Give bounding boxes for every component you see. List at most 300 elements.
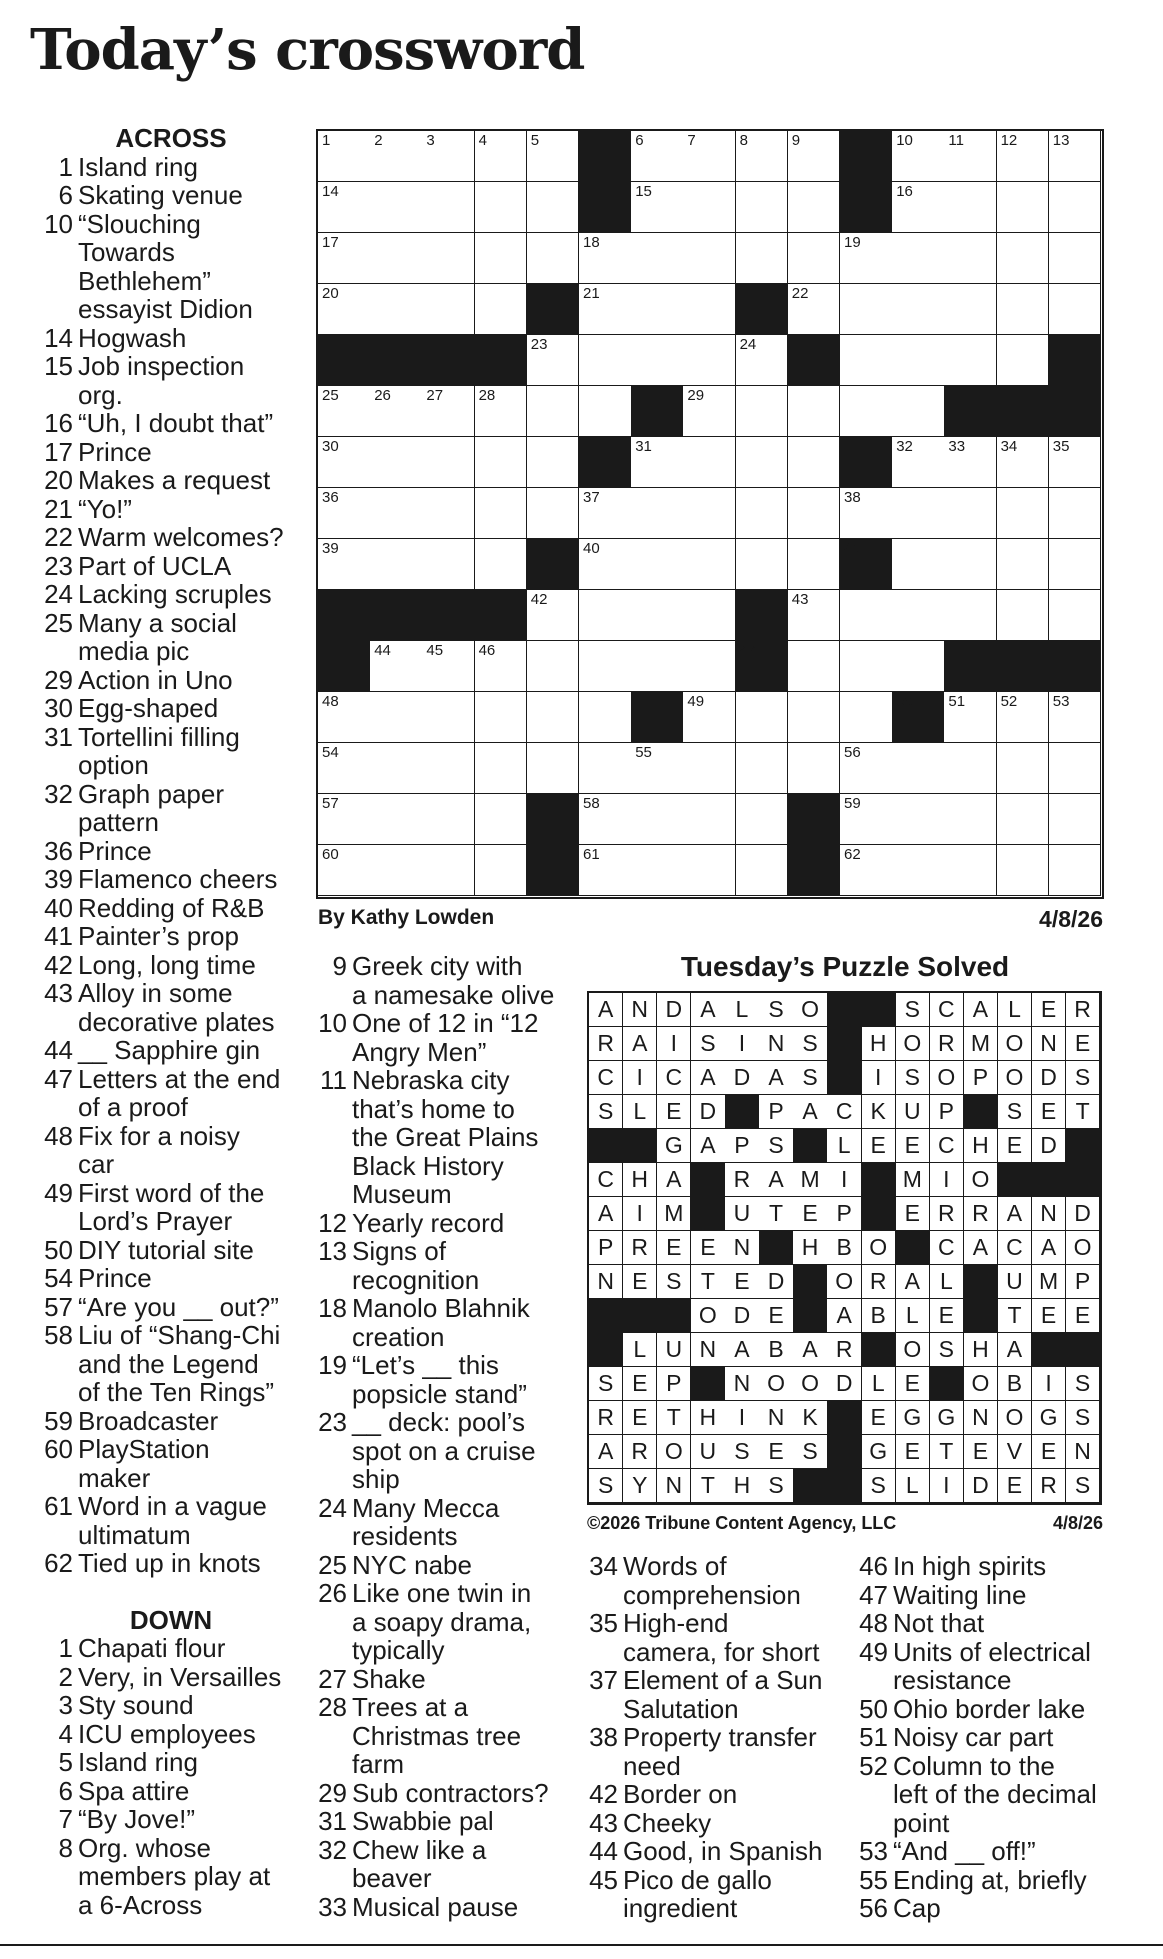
grid-cell[interactable] xyxy=(892,437,945,488)
cell-number: 24 xyxy=(739,336,757,353)
grid-cell[interactable] xyxy=(840,845,893,896)
grid-cell[interactable] xyxy=(788,284,841,335)
grid-cell[interactable] xyxy=(422,743,475,794)
grid-cell[interactable] xyxy=(579,335,632,386)
grid-cell[interactable] xyxy=(475,386,528,437)
grid-cell[interactable] xyxy=(579,284,632,335)
grid-cell[interactable] xyxy=(997,794,1050,845)
clue-number: 41 xyxy=(44,921,73,951)
grid-cell[interactable] xyxy=(318,386,371,437)
grid-cell[interactable] xyxy=(318,437,371,488)
cell-number: 43 xyxy=(791,591,809,608)
cell-number: 6 xyxy=(635,132,644,149)
clue-text: media pic xyxy=(78,636,190,666)
solution-letter: E xyxy=(1032,993,1066,1027)
grid-cell[interactable] xyxy=(736,386,789,437)
grid-cell[interactable] xyxy=(422,692,475,743)
grid-cell[interactable] xyxy=(579,539,632,590)
grid-cell[interactable] xyxy=(683,284,736,335)
solution-letter: R xyxy=(589,1401,623,1435)
grid-cell[interactable] xyxy=(1049,437,1102,488)
grid-cell[interactable] xyxy=(840,284,893,335)
clue-item xyxy=(40,466,302,495)
grid-cell[interactable] xyxy=(683,182,736,233)
grid-cell[interactable] xyxy=(683,590,736,641)
grid-cell[interactable] xyxy=(631,794,684,845)
grid-cell[interactable] xyxy=(944,743,997,794)
solution-letter: A xyxy=(691,1061,725,1095)
solution-letter: O xyxy=(998,1401,1032,1435)
grid-cell[interactable] xyxy=(422,641,475,692)
grid-cell[interactable] xyxy=(683,794,736,845)
grid-cell[interactable] xyxy=(370,284,423,335)
solution-letter: E xyxy=(623,1367,657,1401)
clue-text: residents xyxy=(352,1521,458,1551)
grid-cell[interactable] xyxy=(422,284,475,335)
grid-cell[interactable] xyxy=(631,437,684,488)
cell-number: 41 xyxy=(844,540,861,557)
grid-cell[interactable] xyxy=(527,233,580,284)
clue-text: the Great Plains xyxy=(352,1122,539,1152)
grid-cell[interactable] xyxy=(527,335,580,386)
solution-black-square xyxy=(657,1299,691,1333)
grid-cell[interactable] xyxy=(997,437,1050,488)
grid-cell[interactable] xyxy=(422,845,475,896)
grid-cell[interactable] xyxy=(736,794,789,845)
solution-letter: D xyxy=(759,1265,793,1299)
grid-cell[interactable] xyxy=(631,743,684,794)
grid-cell[interactable] xyxy=(788,641,841,692)
cell-number: 4 xyxy=(478,132,487,149)
solution-letter: L xyxy=(623,1095,657,1129)
clue-number: 37 xyxy=(589,1665,618,1695)
clue-number: 36 xyxy=(44,835,73,866)
grid-cell[interactable] xyxy=(840,692,893,743)
grid-cell[interactable] xyxy=(683,386,736,437)
grid-cell[interactable] xyxy=(579,794,632,845)
crossword-grid xyxy=(316,129,1104,899)
grid-cell[interactable] xyxy=(370,794,423,845)
solution-letter: B xyxy=(759,1333,793,1367)
grid-cell[interactable] xyxy=(527,692,580,743)
grid-cell[interactable] xyxy=(1049,233,1102,284)
solution-letter: L xyxy=(827,1129,861,1163)
clue-text: Long, long time xyxy=(78,949,256,980)
grid-cell[interactable] xyxy=(840,488,893,539)
grid-cell[interactable] xyxy=(997,590,1050,641)
grid-cell[interactable] xyxy=(892,386,945,437)
grid-cell[interactable] xyxy=(736,692,789,743)
grid-cell[interactable] xyxy=(788,386,841,437)
grid-cell[interactable] xyxy=(944,233,997,284)
clue-text: ultimatum xyxy=(78,1519,191,1550)
clue-item xyxy=(40,1748,302,1777)
grid-cell[interactable] xyxy=(475,845,528,896)
cell-number: 49 xyxy=(687,693,705,710)
grid-cell[interactable] xyxy=(1049,131,1102,182)
clue-number: 57 xyxy=(44,1291,73,1322)
solution-letter: E xyxy=(657,1231,691,1265)
clue-text: Prince xyxy=(78,1263,152,1293)
grid-cell[interactable] xyxy=(579,488,632,539)
grid-cell[interactable] xyxy=(475,743,528,794)
grid-cell[interactable] xyxy=(944,131,997,182)
grid-cell[interactable] xyxy=(683,488,736,539)
grid-cell[interactable] xyxy=(422,386,475,437)
grid-cell[interactable] xyxy=(892,539,945,590)
clue-item xyxy=(585,1780,855,1809)
solution-black-square xyxy=(759,1231,793,1265)
grid-cell[interactable] xyxy=(840,743,893,794)
grid-cell[interactable] xyxy=(579,845,632,896)
grid-cell[interactable] xyxy=(527,386,580,437)
grid-cell[interactable] xyxy=(422,437,475,488)
grid-cell[interactable] xyxy=(318,488,371,539)
clue-number: 29 xyxy=(318,1777,347,1808)
grid-cell[interactable] xyxy=(631,641,684,692)
clue-item xyxy=(314,1408,576,1494)
grid-cell[interactable] xyxy=(579,590,632,641)
clue-number: 14 xyxy=(44,322,73,353)
grid-cell[interactable] xyxy=(944,284,997,335)
grid-cell[interactable] xyxy=(1049,743,1102,794)
grid-cell[interactable] xyxy=(997,284,1050,335)
grid-cell[interactable] xyxy=(1049,539,1102,590)
grid-cell[interactable] xyxy=(944,335,997,386)
grid-cell[interactable] xyxy=(370,641,423,692)
grid-cell[interactable] xyxy=(788,233,841,284)
black-square xyxy=(631,692,684,743)
solution-letter: O xyxy=(793,1367,827,1401)
grid-cell[interactable] xyxy=(892,284,945,335)
grid-cell[interactable] xyxy=(579,743,632,794)
clue-text: Christmas tree xyxy=(352,1720,522,1751)
grid-cell[interactable] xyxy=(788,488,841,539)
solution-black-square xyxy=(998,1163,1032,1197)
clue-item xyxy=(40,1834,302,1920)
grid-cell[interactable] xyxy=(527,437,580,488)
clue-item xyxy=(40,1236,302,1265)
clue-number: 49 xyxy=(44,1177,73,1208)
grid-cell[interactable] xyxy=(997,845,1050,896)
grid-cell[interactable] xyxy=(997,233,1050,284)
grid-cell[interactable] xyxy=(579,386,632,437)
solution-letter: R xyxy=(930,1197,964,1231)
cell-number: 5 xyxy=(530,132,540,149)
solution-letter: H xyxy=(691,1401,725,1435)
grid-cell[interactable] xyxy=(527,131,580,182)
grid-cell[interactable] xyxy=(318,845,371,896)
grid-cell[interactable] xyxy=(944,488,997,539)
grid-cell[interactable] xyxy=(631,845,684,896)
grid-cell[interactable] xyxy=(475,284,528,335)
grid-cell[interactable] xyxy=(579,641,632,692)
grid-cell[interactable] xyxy=(788,131,841,182)
clue-number: 19 xyxy=(318,1350,347,1380)
clue-number: 55 xyxy=(859,1864,888,1895)
solution-letter: P xyxy=(827,1197,861,1231)
solution-letter: R xyxy=(623,1435,657,1469)
grid-cell[interactable] xyxy=(318,692,371,743)
cell-number: 56 xyxy=(844,744,861,761)
grid-cell[interactable] xyxy=(892,590,945,641)
grid-cell[interactable] xyxy=(736,437,789,488)
grid-cell[interactable] xyxy=(736,182,789,233)
grid-cell[interactable] xyxy=(683,743,736,794)
grid-cell[interactable] xyxy=(318,233,371,284)
grid-cell[interactable] xyxy=(370,488,423,539)
solution-black-square xyxy=(862,1333,896,1367)
grid-cell[interactable] xyxy=(892,233,945,284)
grid-cell[interactable] xyxy=(997,335,1050,386)
grid-cell[interactable] xyxy=(736,233,789,284)
grid-cell[interactable] xyxy=(736,488,789,539)
grid-cell[interactable] xyxy=(370,845,423,896)
grid-cell[interactable] xyxy=(631,335,684,386)
solution-letter: D xyxy=(725,1061,759,1095)
grid-cell[interactable] xyxy=(788,182,841,233)
clue-number: 29 xyxy=(44,664,73,695)
grid-cell[interactable] xyxy=(370,131,423,182)
grid-cell[interactable] xyxy=(840,233,893,284)
black-square xyxy=(892,692,945,743)
grid-cell[interactable] xyxy=(840,794,893,845)
grid-cell[interactable] xyxy=(475,131,528,182)
clue-text: Greek city with xyxy=(352,951,523,981)
grid-cell[interactable] xyxy=(683,335,736,386)
grid-cell[interactable] xyxy=(579,692,632,743)
clue-item xyxy=(40,666,302,695)
grid-cell[interactable] xyxy=(475,794,528,845)
black-square xyxy=(527,539,580,590)
clue-item xyxy=(40,1663,302,1692)
grid-cell[interactable] xyxy=(475,437,528,488)
grid-cell[interactable] xyxy=(318,743,371,794)
grid-cell[interactable] xyxy=(579,233,632,284)
grid-cell[interactable] xyxy=(631,488,684,539)
clue-item xyxy=(40,153,302,182)
grid-cell[interactable] xyxy=(422,182,475,233)
solution-black-square xyxy=(827,1061,861,1095)
grid-cell[interactable] xyxy=(318,284,371,335)
grid-cell[interactable] xyxy=(944,590,997,641)
grid-cell[interactable] xyxy=(788,437,841,488)
clue-text: “Let’s __ this xyxy=(352,1350,499,1380)
grid-cell[interactable] xyxy=(475,539,528,590)
black-square xyxy=(736,641,789,692)
clue-item xyxy=(314,1665,576,1694)
grid-cell[interactable] xyxy=(997,743,1050,794)
grid-cell[interactable] xyxy=(422,539,475,590)
grid-cell[interactable] xyxy=(736,539,789,590)
grid-cell[interactable] xyxy=(944,182,997,233)
grid-cell[interactable] xyxy=(370,539,423,590)
grid-cell[interactable] xyxy=(944,692,997,743)
grid-cell[interactable] xyxy=(1049,488,1102,539)
grid-cell[interactable] xyxy=(631,539,684,590)
grid-cell[interactable] xyxy=(892,335,945,386)
grid-cell[interactable] xyxy=(683,131,736,182)
clue-item xyxy=(314,952,576,1009)
grid-cell[interactable] xyxy=(997,692,1050,743)
grid-cell[interactable] xyxy=(788,692,841,743)
solution-letter: R xyxy=(827,1333,861,1367)
solution-black-square xyxy=(793,1469,827,1503)
grid-cell[interactable] xyxy=(422,794,475,845)
grid-cell[interactable] xyxy=(370,233,423,284)
grid-cell[interactable] xyxy=(892,131,945,182)
solution-black-square xyxy=(964,1299,998,1333)
grid-cell[interactable] xyxy=(527,488,580,539)
grid-cell[interactable] xyxy=(370,743,423,794)
grid-cell[interactable] xyxy=(997,182,1050,233)
grid-cell[interactable] xyxy=(1049,692,1102,743)
solution-letter: S xyxy=(691,1027,725,1061)
solution-letter: E xyxy=(759,1299,793,1333)
grid-cell[interactable] xyxy=(840,386,893,437)
clue-number: 4 xyxy=(58,1718,73,1749)
grid-cell[interactable] xyxy=(944,539,997,590)
grid-cell[interactable] xyxy=(370,386,423,437)
clue-text: Liu of “Shang-Chi xyxy=(78,1320,281,1350)
grid-cell[interactable] xyxy=(318,182,371,233)
solution-letter: S xyxy=(759,993,793,1027)
grid-cell[interactable] xyxy=(318,539,371,590)
grid-cell[interactable] xyxy=(997,539,1050,590)
grid-cell[interactable] xyxy=(683,539,736,590)
grid-cell[interactable] xyxy=(631,284,684,335)
grid-cell[interactable] xyxy=(840,641,893,692)
grid-cell[interactable] xyxy=(1049,794,1102,845)
grid-cell[interactable] xyxy=(318,794,371,845)
black-square xyxy=(1049,641,1102,692)
clue-item xyxy=(40,1435,302,1492)
clue-number: 58 xyxy=(44,1320,73,1350)
clue-text: ship xyxy=(352,1464,400,1494)
solution-letter: S xyxy=(793,1027,827,1061)
clue-item xyxy=(40,1634,302,1663)
grid-cell[interactable] xyxy=(840,335,893,386)
grid-cell[interactable] xyxy=(892,845,945,896)
grid-cell[interactable] xyxy=(475,488,528,539)
clue-text: pattern xyxy=(78,807,159,837)
grid-cell[interactable] xyxy=(475,692,528,743)
grid-cell[interactable] xyxy=(527,182,580,233)
grid-cell[interactable] xyxy=(370,437,423,488)
grid-cell[interactable] xyxy=(892,641,945,692)
grid-cell[interactable] xyxy=(422,488,475,539)
grid-cell[interactable] xyxy=(736,743,789,794)
grid-cell[interactable] xyxy=(944,845,997,896)
grid-cell[interactable] xyxy=(1049,590,1102,641)
grid-cell[interactable] xyxy=(788,539,841,590)
grid-cell[interactable] xyxy=(370,182,423,233)
grid-cell[interactable] xyxy=(683,437,736,488)
solution-letter: O xyxy=(896,1333,930,1367)
solution-letter: G xyxy=(657,1129,691,1163)
grid-cell[interactable] xyxy=(683,641,736,692)
grid-cell[interactable] xyxy=(997,488,1050,539)
grid-cell[interactable] xyxy=(422,233,475,284)
solution-letter: E xyxy=(691,1231,725,1265)
clue-item xyxy=(40,1321,302,1407)
cell-number: 29 xyxy=(687,387,705,404)
clue-item xyxy=(40,894,302,923)
cell-number: 2 xyxy=(374,132,383,149)
solution-letter: E xyxy=(1066,1299,1100,1333)
grid-cell[interactable] xyxy=(892,488,945,539)
grid-cell[interactable] xyxy=(422,131,475,182)
grid-cell[interactable] xyxy=(736,845,789,896)
grid-cell[interactable] xyxy=(527,743,580,794)
grid-cell[interactable] xyxy=(631,131,684,182)
grid-cell[interactable] xyxy=(840,590,893,641)
solution-letter: E xyxy=(623,1401,657,1435)
black-square xyxy=(527,794,580,845)
black-square xyxy=(788,794,841,845)
solution-letter: S xyxy=(759,1129,793,1163)
clue-text: Org. whose xyxy=(78,1832,211,1863)
grid-cell[interactable] xyxy=(892,743,945,794)
clue-text: that’s home to xyxy=(352,1093,515,1124)
grid-cell[interactable] xyxy=(370,692,423,743)
grid-cell[interactable] xyxy=(475,233,528,284)
solution-letter: E xyxy=(1066,1027,1100,1061)
grid-cell[interactable] xyxy=(631,233,684,284)
solution-letter: S xyxy=(589,1367,623,1401)
grid-cell[interactable] xyxy=(1049,284,1102,335)
grid-cell[interactable] xyxy=(997,131,1050,182)
grid-cell[interactable] xyxy=(788,743,841,794)
grid-cell[interactable] xyxy=(892,794,945,845)
grid-cell[interactable] xyxy=(944,794,997,845)
grid-cell[interactable] xyxy=(1049,182,1102,233)
grid-cell[interactable] xyxy=(475,182,528,233)
clue-text: Property transfer xyxy=(623,1722,817,1752)
grid-cell[interactable] xyxy=(683,692,736,743)
grid-cell[interactable] xyxy=(736,335,789,386)
grid-cell[interactable] xyxy=(683,845,736,896)
solution-letter: C xyxy=(930,1231,964,1265)
grid-cell[interactable] xyxy=(318,131,371,182)
grid-cell[interactable] xyxy=(631,590,684,641)
clue-item xyxy=(40,1293,302,1322)
grid-cell[interactable] xyxy=(527,641,580,692)
grid-cell[interactable] xyxy=(944,437,997,488)
cell-number: 61 xyxy=(583,846,600,863)
grid-cell[interactable] xyxy=(892,182,945,233)
grid-cell[interactable] xyxy=(527,590,580,641)
clue-text: “And __ off!” xyxy=(893,1836,1036,1866)
solution-letter: O xyxy=(896,1027,930,1061)
grid-cell[interactable] xyxy=(788,590,841,641)
grid-cell[interactable] xyxy=(631,182,684,233)
grid-cell[interactable] xyxy=(1049,845,1102,896)
solution-letter: S xyxy=(998,1095,1032,1129)
cell-number: 55 xyxy=(635,744,652,761)
grid-cell[interactable] xyxy=(683,233,736,284)
clue-number: 6 xyxy=(58,1775,73,1806)
clue-text: DIY tutorial site xyxy=(78,1234,254,1265)
bottom-rule xyxy=(0,1944,1163,1946)
grid-cell[interactable] xyxy=(736,131,789,182)
clue-text: “Uh, I doubt that” xyxy=(78,408,274,438)
clue-item xyxy=(40,694,302,723)
cell-number: 42 xyxy=(530,591,548,608)
clue-item xyxy=(855,1638,1115,1695)
grid-cell[interactable] xyxy=(475,641,528,692)
clue-item xyxy=(314,1351,576,1408)
